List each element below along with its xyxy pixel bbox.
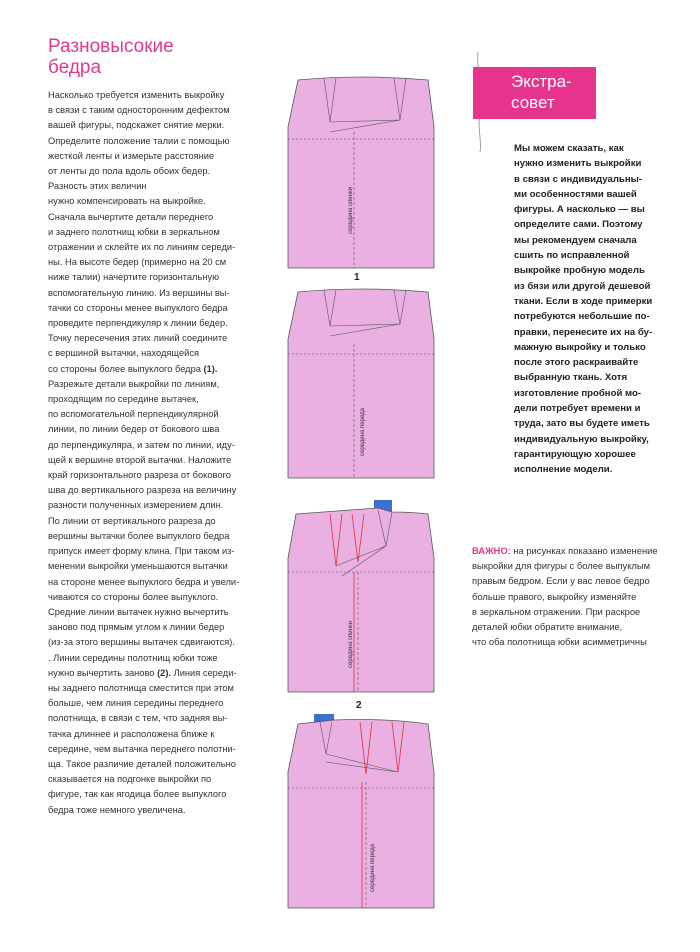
skirt-front-pattern-original (286, 284, 436, 484)
tip-line: мажную выкройку и только (514, 341, 646, 353)
body-line: чиваются со стороны более выпуклого. (48, 591, 219, 602)
body-line: с вершиной вытачки, находящейся (48, 348, 200, 359)
tip-line: гарантирующую хорошее (514, 448, 636, 460)
label-front-center-1: середина переда (360, 407, 366, 456)
note-line: больше правого, выкройку изменяйте (472, 590, 637, 602)
body-line: проведите перпендикуляр к линии бедер. (48, 318, 228, 329)
body-line: Точку пересечения этих линий соедините (48, 333, 228, 344)
note-line: правым бедром. Если у вас левое бедро (472, 575, 650, 587)
body-line: отражении и склейте их по линиям середи- (48, 242, 236, 253)
body-line: полотнища, в связи с тем, что задняя вы- (48, 713, 228, 724)
note-line-first: ВАЖНО: на рисунках показано изменение (472, 545, 658, 556)
important-note (472, 543, 687, 649)
extra-tip-text (514, 141, 694, 478)
tip-line: сшить по исправленной (514, 250, 630, 262)
body-line: тачки со стороны менее выпуклого бедра (48, 302, 228, 313)
body-line: нужно компенсировать на выкройке. (48, 196, 206, 207)
body-line: ны. На высоте бедер (примерно на 20 см (48, 257, 227, 268)
body-line: по вспомогательной перпендикулярной (48, 409, 219, 420)
body-line: Определите положение талии с помощью (48, 135, 230, 146)
body-line: Средние линии вытачек нужно вычертить (48, 606, 229, 617)
body-line-ref2: нужно вычертить заново (2). Линия середи- (48, 667, 237, 678)
tip-line: выкройке пробную модель (514, 265, 645, 277)
body-line-ref1: со стороны более выпуклого бедра (1). (48, 363, 218, 374)
body-line: . Линии середины полотнищ юбки тоже (48, 652, 218, 663)
skirt-back-pattern-modified (286, 498, 436, 698)
tip-line: после этого раскраивайте (514, 357, 639, 369)
figure-ref-2: (2). (157, 667, 172, 678)
body-line: ща. Такое различие деталей положительно (48, 758, 236, 769)
figure-number-2: 2 (356, 700, 362, 711)
body-line: менении выкройки уменьшаются вытачки (48, 561, 228, 572)
tip-line: индивидуальную выкройку, (514, 433, 649, 445)
body-line: шва до вертикального разреза на величину (48, 485, 237, 496)
body-line: Сначала вычертите детали переднего (48, 211, 214, 222)
body-line: Насколько требуется изменить выкройку (48, 90, 225, 100)
body-line: заново под прямым углом к линии бедер (48, 622, 225, 633)
tip-line: определите сами. Поэтому (514, 219, 643, 231)
body-line: край горизонтального разреза от бокового (48, 470, 231, 481)
body-line: середине, чем вытачка переднего полотни- (48, 743, 236, 754)
body-line: жесткой ленты и измерьте расстояние (48, 150, 215, 161)
figure-number-1: 1 (354, 272, 360, 283)
body-line: больше, чем линия середины переднего (48, 698, 224, 709)
tip-line: ми особенностями вашей (514, 188, 637, 200)
body-line: ниже талии) начертите горизонтальную (48, 272, 220, 283)
tip-title-line-2: совет (511, 93, 555, 112)
body-line: сказывается на подгонке выкройки по (48, 774, 212, 785)
body-line: от ленты до пола вдоль обоих бедер. (48, 166, 211, 177)
tip-line: Мы можем сказать, как (514, 143, 624, 154)
body-line: ны заднего полотнища сместится при этом (48, 682, 234, 693)
body-line: и заднего полотнищ юбки в зеркальном (48, 226, 220, 237)
figure-ref-1: (1). (203, 363, 218, 374)
body-line: проходящим по середине вытачек, (48, 394, 199, 405)
skirt-front-pattern-modified (286, 712, 436, 912)
body-line: вашей фигуры, подскажет снятие мерки. (48, 120, 225, 131)
tip-line: труда, зато вы будете иметь (514, 418, 650, 430)
body-text (48, 88, 263, 818)
tip-line: правки, перенесите их на бу- (514, 326, 653, 338)
extra-tip-badge (473, 67, 596, 119)
tip-line: изготовление пробной мо- (514, 387, 642, 399)
body-line: Разность этих величин (48, 181, 147, 192)
tip-line: в связи с индивидуальны- (514, 173, 643, 185)
note-line: в зеркальном отражении. При раскрое (472, 605, 641, 617)
body-line: разности полученных измерением длин. (48, 500, 224, 511)
body-line: припуск имеет форму клина. При таком из- (48, 546, 235, 557)
body-line: тачка длиннее и расположена ближе к (48, 728, 215, 739)
note-line: выкройки для фигуры с более выпуклым (472, 560, 651, 572)
body-line: на стороне менее выпуклого бедра и увели- (48, 576, 240, 587)
body-line: вспомогательную линию. Из вершины вы- (48, 287, 230, 298)
label-front-center-2: середина переда (370, 843, 376, 892)
tip-line: дели потребует времени и (514, 403, 641, 415)
tip-line: выбранную ткань. Хотя (514, 372, 628, 384)
tip-line: фигуры. А насколько — вы (514, 204, 645, 216)
body-line: в связи с таким односторонним дефектом (48, 105, 230, 116)
body-line: бедра тоже немного увеличена. (48, 804, 186, 815)
note-line: что оба полотнища юбки асимметричны (472, 636, 647, 648)
tip-line: нужно изменить выкройки (514, 158, 642, 170)
body-line: Разрежьте детали выкройки по линиям, (48, 378, 220, 389)
tip-line: мы рекомендуем сначала (514, 234, 637, 246)
body-line: (из-за этого вершины вытачек сдвигаются). (48, 637, 235, 648)
tip-title-line-1: Экстра- (511, 72, 572, 91)
body-line: до перпендикуляра, и затем по линии, иду- (48, 439, 235, 450)
tip-line: ткани. Если в ходе примерки (514, 295, 653, 307)
body-line: фигуре, так как ягодица более выпуклого (48, 789, 227, 800)
title-line-2: бедра (48, 57, 102, 78)
label-back-center-1: середина спинки (348, 187, 354, 234)
body-line: По линии от вертикального разреза до (48, 515, 216, 526)
label-back-center-2: середина спинки (348, 621, 354, 668)
tip-line: исполнение модели. (514, 464, 613, 476)
note-label: ВАЖНО: (472, 545, 511, 556)
body-line: вершины вытачки более выпуклого бедра (48, 530, 230, 541)
skirt-back-pattern-original (286, 72, 436, 272)
note-line: деталей юбки обратите внимание, (472, 621, 623, 633)
title-line-1: Разновысокие (48, 36, 174, 57)
body-line: линии, по линии бедер от бокового шва (48, 424, 220, 435)
body-line: щей к вершине второй вытачки. Наложите (48, 454, 232, 465)
article-title (48, 36, 278, 78)
tip-line: потребуются небольшие по- (514, 311, 650, 323)
tip-line: из бязи или другой дешевой (514, 280, 651, 292)
